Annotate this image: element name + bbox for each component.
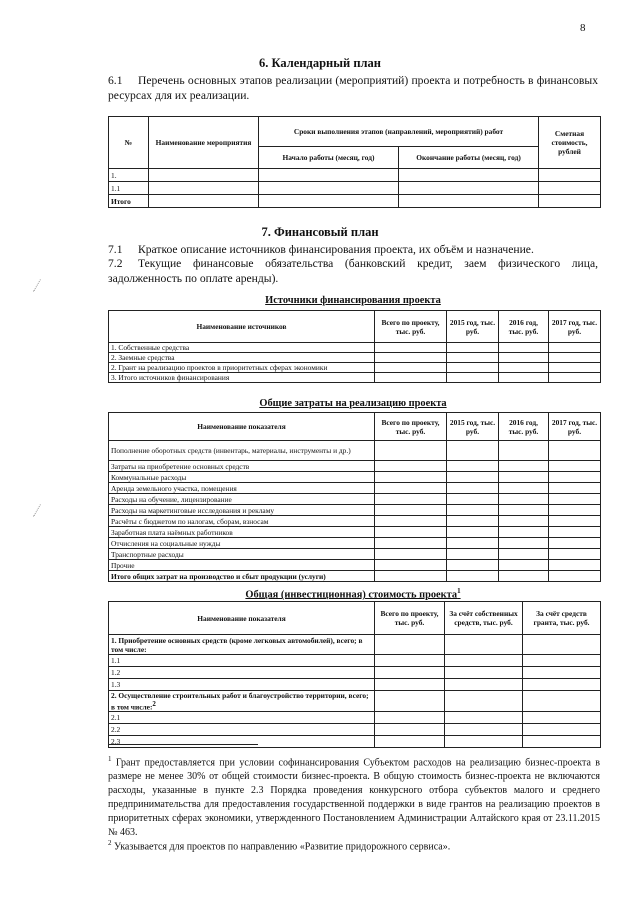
section-7-title: 7. Финансовый план	[261, 225, 379, 239]
costs-table	[108, 412, 601, 582]
table-cell: Пополнение оборотных средств (инвентарь, материалы, инструменты и др.)	[109, 441, 375, 461]
footnote-divider	[108, 744, 258, 745]
table-cell: 1. Собственные средства	[109, 343, 375, 353]
header-cell: Всего по проекту, тыс. руб.	[375, 602, 445, 635]
table-cell: 1.1	[109, 182, 149, 195]
header-no: №	[109, 117, 149, 169]
table-cell: 2. Грант на реализацию проектов в приоритетных сферах экономики	[109, 363, 375, 373]
investment-caption	[108, 587, 598, 600]
header-cell: 2015 год, тыс. руб.	[447, 413, 499, 441]
table-cell: Отчисления на социальные нужды	[109, 538, 375, 549]
table-cell: 1.3	[109, 679, 375, 691]
table-cell: Транспортные расходы	[109, 549, 375, 560]
header-cell: Наименование показателя	[109, 413, 375, 441]
table-cell: Расходы на маркетинговые исследования и рекламу	[109, 505, 375, 516]
calendar-plan-table	[108, 116, 601, 208]
header-cell: 2015 год, тыс. руб.	[447, 311, 499, 343]
table-cell-total: Итого	[109, 195, 149, 208]
header-cell: 2017 год, тыс. руб.	[549, 311, 601, 343]
paragraph-7-1	[108, 242, 598, 257]
table-cell: 2.1	[109, 712, 375, 724]
table-cell: 2.3	[109, 736, 375, 748]
header-start: Начало работы (месяц, год)	[259, 147, 399, 169]
page-number: 8	[580, 22, 586, 34]
group-row-text: 2. Осуществление строительных работ и благоустройство территории, всего; в том числе:	[111, 691, 369, 712]
table-cell: 3. Итого источников финансирования	[109, 373, 375, 383]
header-cell: 2016 год, тыс. руб.	[499, 413, 549, 441]
table-cell: Расчёты с бюджетом по налогам, сборам, взносам	[109, 516, 375, 527]
paragraph-text: Текущие финансовые обязательства (банковский кредит, заем физического лица, задолженность по оплате аренды).	[108, 257, 598, 285]
header-cell: Всего по проекту, тыс. руб.	[375, 413, 447, 441]
footnote-text: Грант предоставляется при условии софинансирования Субъектом расходов на реализацию бизнес-проекта в размере не менее 30% от общей стоимости бизнес-проекта. В общую стоимость бизнес-проекта не включаются расходы, указанные в пункте 2.3 Порядка проведения конкурсного отбора субъектов малого и среднего предпринимательства для предоставления государственной поддержки в виде грантов на реализацию проектов в приоритетных сферах экономики, утвержденного Постановлением Администрации Алтайского края от 23.11.2015 № 463.	[108, 757, 600, 839]
paragraph-text: Краткое описание источников финансирования проекта, их объём и назначение.	[138, 243, 534, 256]
sources-caption: Источники финансирования проекта	[265, 295, 441, 306]
table-cell: Коммунальные расходы	[109, 472, 375, 483]
footnote-1	[108, 752, 600, 840]
paragraph-7-2	[108, 256, 598, 286]
group-row: 1. Приобретение основных средств (кроме легковых автомобилей), всего; в том числе:	[109, 635, 375, 655]
table-cell: 1.	[109, 169, 149, 182]
investment-table	[108, 601, 601, 748]
margin-mark	[33, 279, 41, 292]
costs-caption: Общие затраты на реализацию проекта	[259, 398, 447, 409]
table-cell: Затраты на приобретение основных средств	[109, 461, 375, 472]
table-cell: 1.2	[109, 667, 375, 679]
group-row	[109, 691, 375, 712]
table-cell: Заработная плата наёмных работников	[109, 527, 375, 538]
margin-mark	[33, 504, 41, 517]
paragraph-6-1	[108, 73, 598, 103]
table-cell: 2. Заемные средства	[109, 353, 375, 363]
footnote-2	[108, 836, 600, 854]
header-terms: Сроки выполнения этапов (направлений, мероприятий) работ	[259, 117, 539, 147]
table-cell: Расходы на обучение, лицензирование	[109, 494, 375, 505]
header-cell: 2017 год, тыс. руб.	[549, 413, 601, 441]
table-cell: 1.1	[109, 655, 375, 667]
header-cell: 2016 год, тыс. руб.	[499, 311, 549, 343]
section-6-title: 6. Календарный план	[258, 56, 381, 70]
header-cell: Всего по проекту, тыс. руб.	[375, 311, 447, 343]
header-cell: За счёт собственных средств, тыс. руб.	[445, 602, 523, 635]
footnote-text: Указывается для проектов по направлению «Развитие придорожного сервиса».	[114, 841, 451, 853]
header-cost: Сметная стоимость, рублей	[539, 117, 601, 169]
header-cell: Наименование источников	[109, 311, 375, 343]
paragraph-number: 7.2	[108, 257, 123, 270]
table-cell: 2.2	[109, 724, 375, 736]
paragraph-text: Перечень основных этапов реализации (мероприятий) проекта и потребность в финансовых ресурсах для их реализации.	[108, 74, 598, 102]
header-end: Окончание работы (месяц, год)	[399, 147, 539, 169]
header-cell: Наименование показателя	[109, 602, 375, 635]
paragraph-number: 6.1	[108, 74, 123, 87]
sources-table	[108, 310, 601, 383]
header-name: Наименование мероприятия	[149, 117, 259, 169]
footnote-ref: 2	[152, 700, 156, 708]
table-cell: Аренда земельного участка, помещения	[109, 483, 375, 494]
footnote-ref: 1	[457, 587, 461, 595]
header-cell: За счёт средств гранта, тыс. руб.	[523, 602, 601, 635]
table-cell-total: Итого общих затрат на производство и сбыт продукции (услуги)	[109, 571, 375, 582]
footnote-mark: 1	[108, 755, 112, 763]
investment-caption-text: Общая (инвестиционная) стоимость проекта	[245, 589, 458, 601]
paragraph-number: 7.1	[108, 243, 123, 256]
footnote-mark: 2	[108, 839, 112, 847]
table-cell: Прочие	[109, 560, 375, 571]
